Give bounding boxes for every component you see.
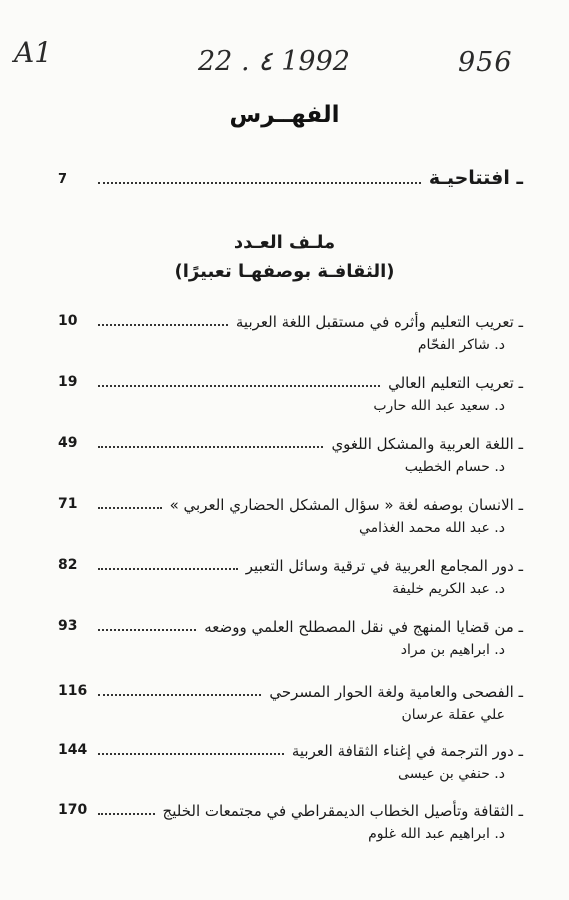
entry-author: د. حنفي بن عيسى: [398, 766, 505, 782]
entry-page-number: 10: [58, 313, 78, 329]
leader-dots: [98, 507, 162, 509]
entry-page-number: 144: [58, 742, 88, 758]
leader-dots: [98, 385, 380, 387]
leader-dots: [98, 753, 284, 755]
handwritten-date: 22 . ٤ 1992: [198, 46, 350, 77]
page-title: الفهــرس: [229, 102, 340, 128]
entry-author: د. ابراهيم بن مراد: [400, 642, 505, 658]
toc-entry: [58, 435, 523, 491]
entry-page-number: 116: [58, 683, 88, 699]
leader-dots: [98, 694, 261, 696]
entry-title: ـ الفصحى والعامية ولغة الحوار المسرحي: [269, 683, 523, 701]
section-heading: ملـف العـدد: [233, 232, 336, 253]
leader-dots: [98, 568, 238, 570]
entry-title: ـ دور الترجمة في إغناء الثقافة العربية: [291, 742, 523, 760]
entry-page-number: 19: [58, 374, 78, 390]
leader-dots: [98, 182, 421, 184]
opening-label: ـ افتتاحيـة: [428, 167, 523, 189]
toc-entry: [58, 557, 523, 613]
entry-page-number: 93: [58, 618, 78, 634]
entry-author: د. عبد الله محمد الغذامي: [358, 520, 505, 536]
leader-dots: [98, 813, 155, 815]
handwritten-code: A1: [14, 36, 53, 69]
toc-entry: [58, 374, 523, 430]
leader-dots: [98, 446, 323, 448]
entry-title: ـ تعريب التعليم وأثره في مستقبل اللغة العربية: [235, 313, 523, 331]
toc-entry: [58, 496, 523, 552]
entry-author: د. شاكر الفحّام: [417, 337, 505, 353]
toc-entry: [58, 618, 523, 674]
section-subheading: (الثقافـة بوصفهـا تعبيرًا): [174, 261, 395, 282]
entry-title: ـ تعريب التعليم العالي: [388, 374, 523, 392]
entry-author: د. حسام الخطيب: [404, 459, 505, 475]
toc-entry: [58, 313, 523, 369]
handwritten-number: 956: [458, 47, 513, 78]
entry-author: علي عقلة عرسان: [401, 707, 505, 723]
entry-title: ـ اللغة العربية والمشكل اللغوي: [331, 435, 523, 453]
entry-title: ـ دور المجامع العربية في ترقية وسائل التعبير: [245, 557, 523, 575]
entry-author: د. عبد الكريم خليفة: [392, 581, 505, 597]
toc-entry: [58, 683, 523, 739]
entry-page-number: 82: [58, 557, 78, 573]
entry-author: د. ابراهيم عبد الله غلوم: [368, 826, 505, 842]
entry-title: ـ الثقافة وتأصيل الخطاب الديمقراطي في مجتمعات الخليج: [162, 802, 523, 820]
section-header: [0, 232, 569, 282]
entry-page-number: 49: [58, 435, 78, 451]
entry-author: د. سعيد عبد الله حارب: [373, 398, 505, 414]
toc-entry: [58, 742, 523, 798]
leader-dots: [98, 324, 228, 326]
toc-entry: [58, 802, 523, 858]
entry-page-number: 71: [58, 496, 78, 512]
leader-dots: [98, 629, 196, 631]
entry-title: ـ الانسان بوصفه لغة « سؤال المشكل الحضاري العربي »: [169, 496, 523, 514]
opening-page-number: 7: [58, 172, 68, 187]
entry-title: ـ من قضايا المنهج في نقل المصطلح العلمي ووضعه: [204, 618, 523, 636]
entry-page-number: 170: [58, 802, 88, 818]
toc-opening-entry: [58, 167, 523, 195]
